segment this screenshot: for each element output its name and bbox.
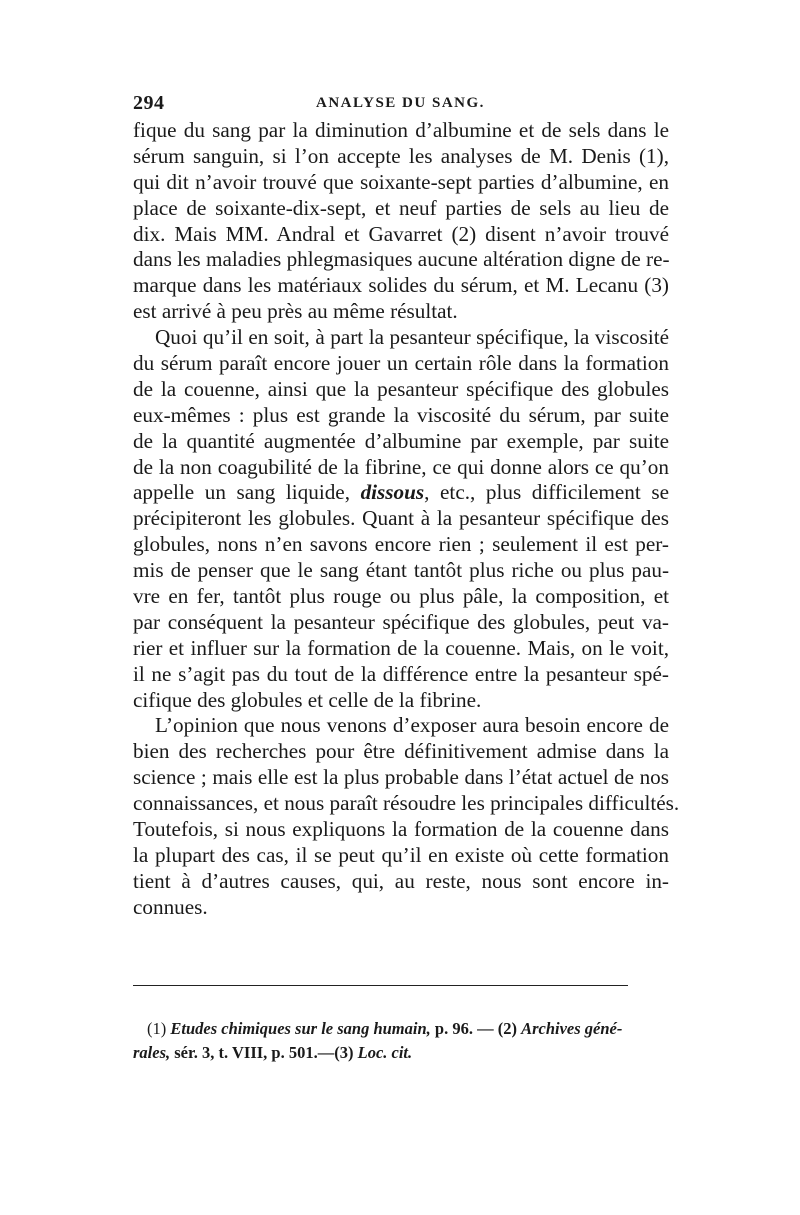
text-line: eux-mêmes : plus est grande la viscosité du sérum, par suite bbox=[133, 402, 669, 427]
text-line: tient à d’autres causes, qui, au reste, nous sont encore in- bbox=[133, 868, 669, 893]
text-line: est arrivé à peu près au même résultat. bbox=[133, 299, 458, 324]
text-line: rier et influer sur la formation de la couenne. Mais, on le voit, bbox=[133, 635, 669, 660]
text-line: place de soixante-dix-sept, et neuf parties de sels au lieu de bbox=[133, 195, 669, 220]
text-line: de la non coagubilité de la fibrine, ce qui donne alors ce qu’on bbox=[133, 454, 669, 479]
text-line: par conséquent la pesanteur spécifique des globules, peut va- bbox=[133, 609, 669, 634]
footnote-loc: Loc. cit. bbox=[357, 1043, 413, 1062]
text-line: Quoi qu’il en soit, à part la pesanteur spécifique, la viscosité bbox=[155, 325, 669, 350]
footnote-title: rales, bbox=[133, 1043, 171, 1062]
text-line: globules, nons n’en savons encore rien ; seulement il est per- bbox=[133, 532, 669, 557]
footnote-title: Etudes chimiques sur le sang humain, bbox=[170, 1019, 431, 1038]
text-line: sérum sanguin, si l’on accepte les analyses de M. Denis (1), bbox=[133, 143, 669, 168]
text-line: bien des recherches pour être définitivement admise dans la bbox=[133, 739, 669, 764]
footnote-ref: p. 96. — (2) bbox=[430, 1019, 522, 1038]
text-line: appelle un sang liquide, dissous, etc., plus difficilement se bbox=[133, 480, 669, 505]
paragraph bbox=[133, 118, 669, 325]
text-line: il ne s’agit pas du tout de la différence entre la pesanteur spé- bbox=[133, 661, 669, 686]
text-line: dans les maladies phlegmasiques aucune altération digne de re- bbox=[133, 247, 670, 272]
text-line: connues. bbox=[133, 894, 208, 919]
paragraph bbox=[133, 325, 669, 713]
footnote-ref: sér. 3, t. VIII, p. 501.—(3) bbox=[170, 1043, 358, 1062]
text-line: marque dans les matériaux solides du sérum, et M. Lecanu (3) bbox=[133, 273, 669, 298]
text-line: cifique des globules et celle de la fibrine. bbox=[133, 687, 482, 712]
text-line: mis de penser que le sang étant tantôt plus riche ou plus pau- bbox=[133, 558, 669, 583]
text-line: vre en fer, tantôt plus rouge ou plus pâle, la composition, et bbox=[133, 584, 669, 609]
text-line: de la couenne, ainsi que la pesanteur spécifique des globules bbox=[133, 376, 669, 401]
text-line: de la quantité augmentée d’albumine par exemple, par suite bbox=[133, 428, 669, 453]
text-line: Toutefois, si nous expliquons la formation de la couenne dans bbox=[133, 817, 669, 842]
footnote-divider bbox=[133, 985, 628, 986]
text-line: qui dit n’avoir trouvé que soixante-sept parties d’albumine, en bbox=[133, 169, 669, 194]
text-line: L’opinion que nous venons d’exposer aura besoin encore de bbox=[155, 713, 669, 738]
text-line: fique du sang par la diminution d’albumine et de sels dans le bbox=[133, 118, 669, 142]
page-number: 294 bbox=[133, 92, 165, 114]
running-head: ANALYSE DU SANG. bbox=[316, 95, 485, 111]
footnote-line bbox=[133, 1041, 673, 1065]
body-text bbox=[133, 118, 680, 921]
text-line: connaissances, et nous paraît résoudre les principales difficultés. bbox=[133, 791, 680, 816]
footnotes bbox=[133, 1017, 673, 1065]
text-line: science ; mais elle est la plus probable dans l’état actuel de nos bbox=[133, 765, 669, 790]
paragraph bbox=[133, 713, 680, 920]
footnote-marker: (1) bbox=[147, 1019, 167, 1038]
footnote-title: Archives géné- bbox=[521, 1019, 623, 1038]
text-line: la plupart des cas, il se peut qu’il en existe où cette formation bbox=[133, 842, 669, 867]
text-line: du sérum paraît encore jouer un certain rôle dans la formation bbox=[133, 351, 669, 376]
footnote-line bbox=[133, 1017, 673, 1041]
text-line: dix. Mais MM. Andral et Gavarret (2) disent n’avoir trouvé bbox=[133, 221, 669, 246]
text-line: précipiteront les globules. Quant à la pesanteur spécifique des bbox=[133, 506, 669, 531]
